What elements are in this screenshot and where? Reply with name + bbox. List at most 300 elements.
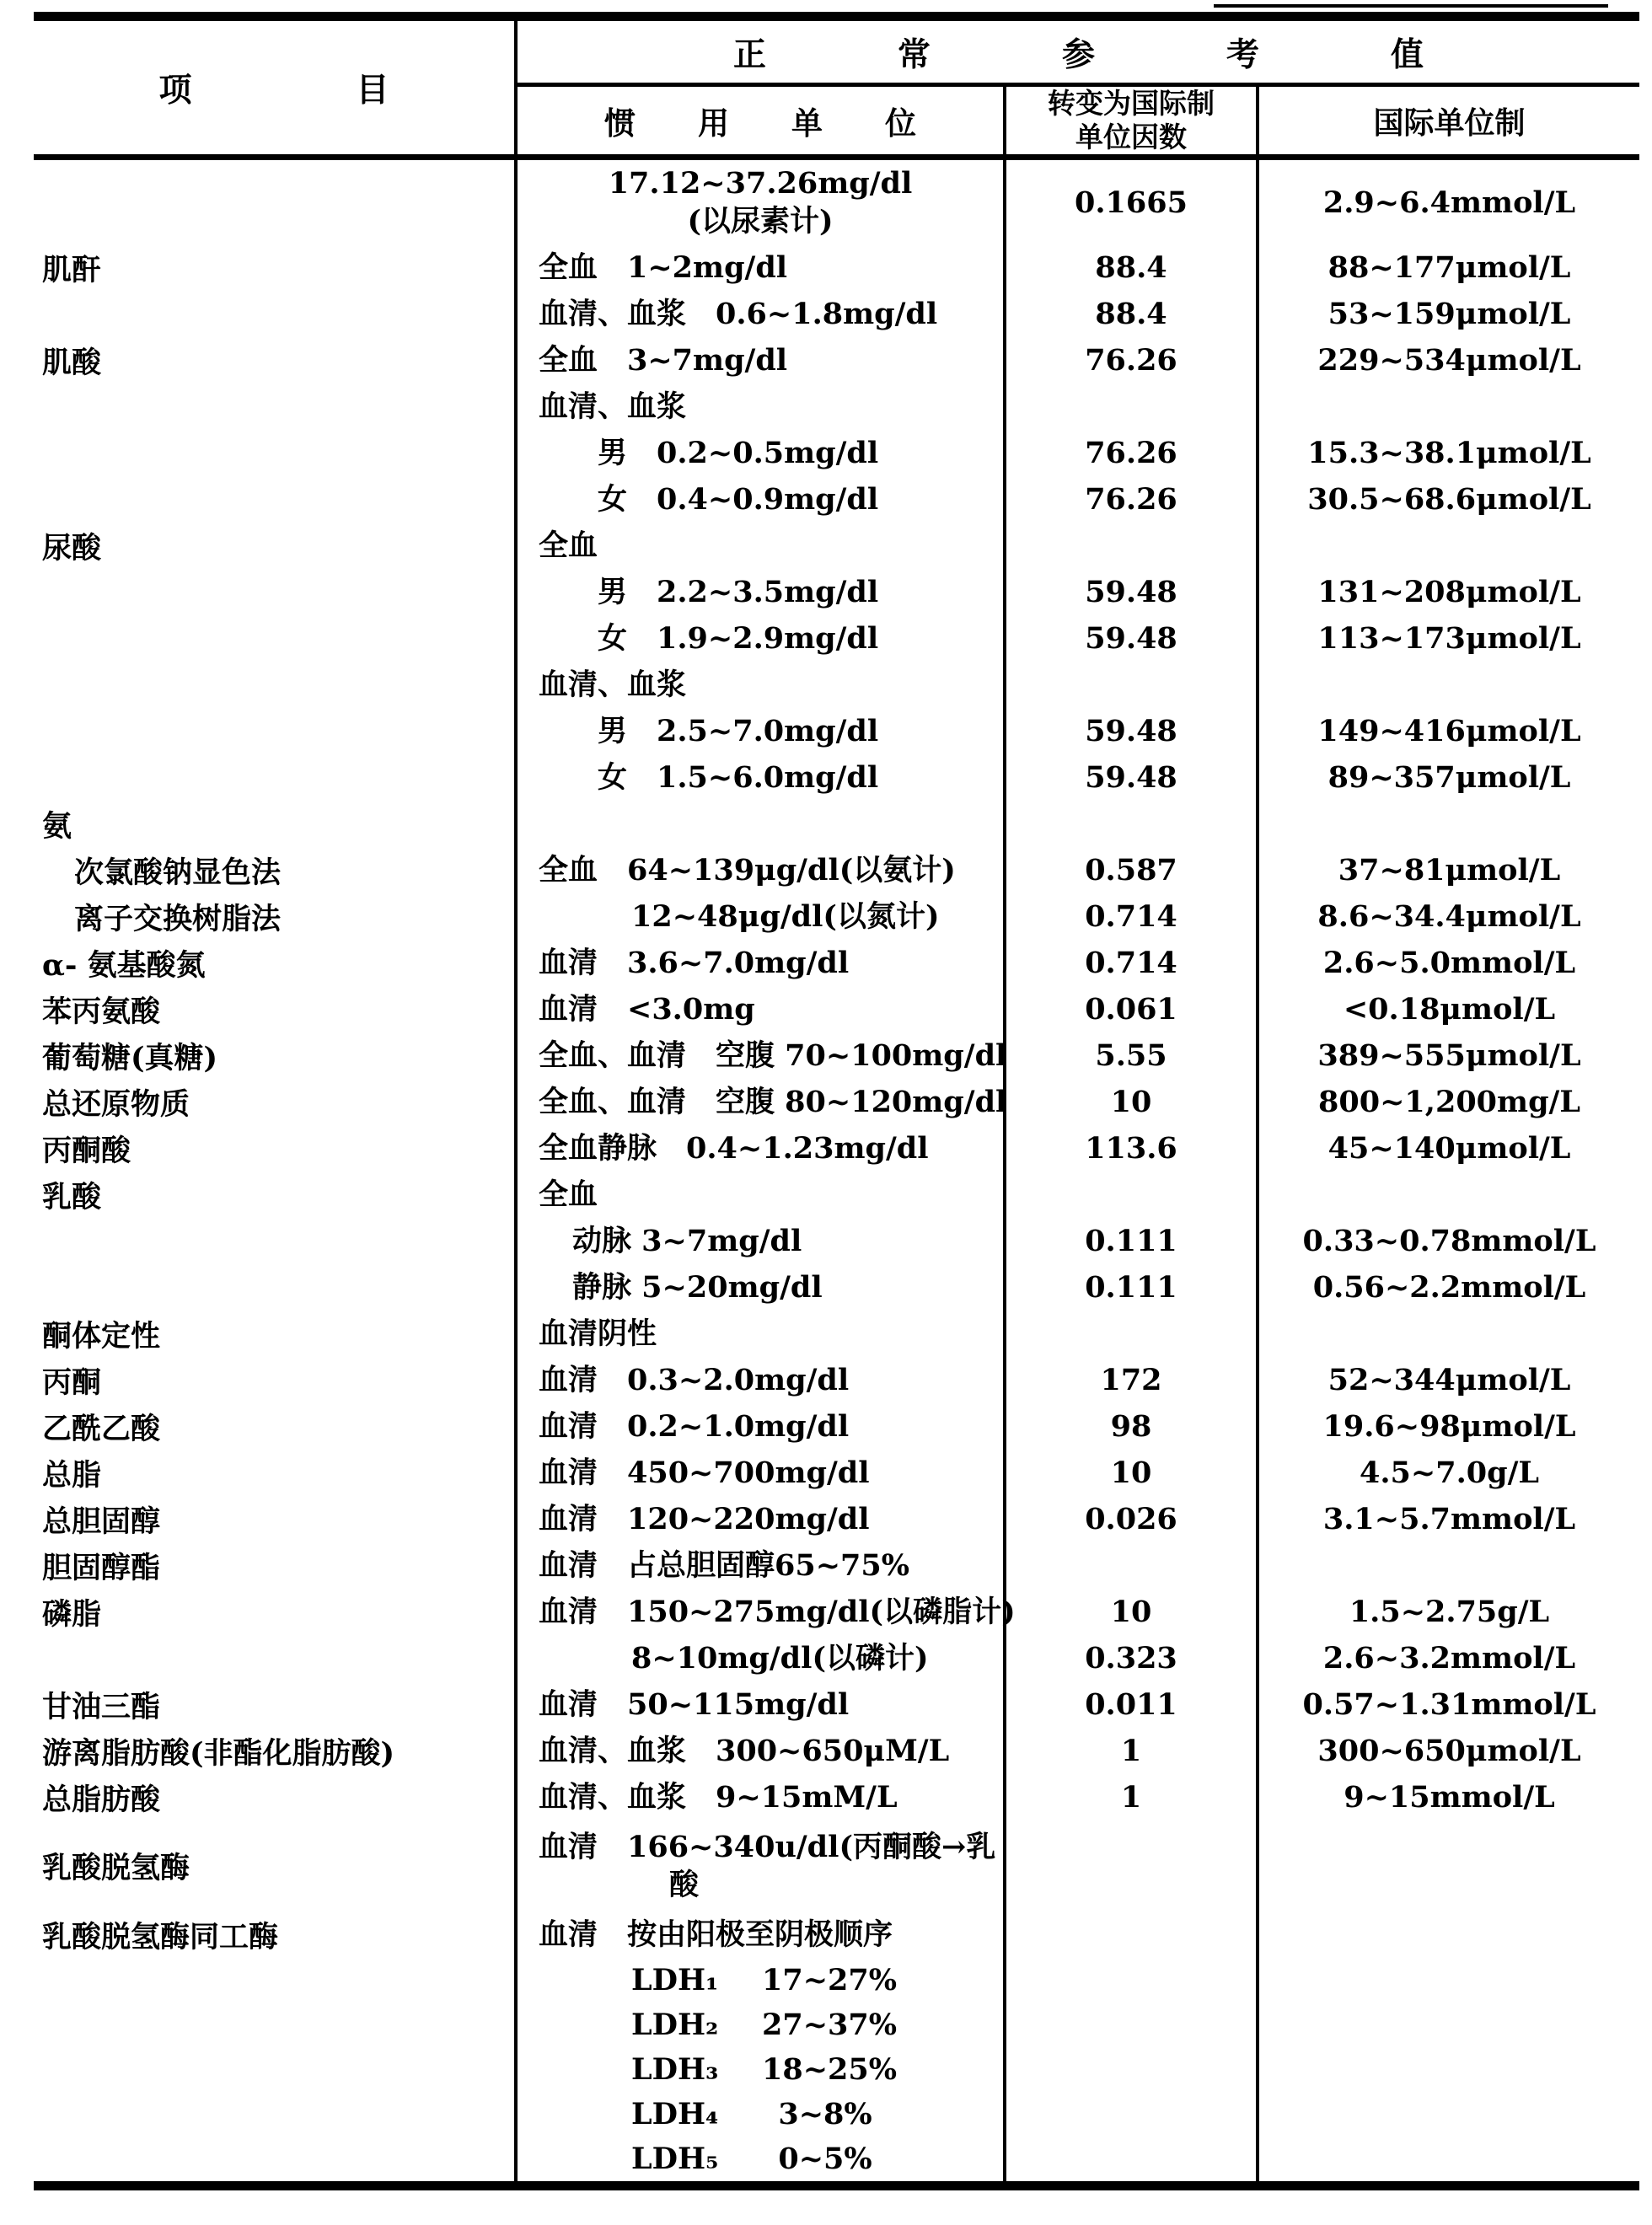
conventional-unit-value: 血清 166~340u/dl(丙酮酸→乳 [539,1830,996,1864]
conventional-unit-cell [514,1774,1003,1820]
si-unit-cell: 53~159μmol/L [1256,291,1639,337]
conventional-unit-value: 男 2.2~3.5mg/dl [598,574,879,609]
table-row [34,1311,1639,1357]
conventional-unit-cell [514,1357,1003,1403]
factor-cell [1003,1820,1256,1911]
factor-cell: 0.111 [1003,1218,1256,1264]
si-unit-cell [1256,662,1639,708]
conventional-unit-value: 8~10mg/dl(以磷计) [631,1640,929,1675]
table-row [34,430,1639,476]
item-cell [34,662,514,708]
item-cell [34,615,514,662]
table-row [34,940,1639,986]
table-bottom-rule [34,2181,1639,2190]
item-label: 总胆固醇 [42,1504,161,1539]
item-cell [34,1681,514,1728]
table-row [34,1681,1639,1728]
factor-cell: 76.26 [1003,337,1256,383]
item-cell [34,2002,514,2047]
conventional-unit-cell [514,940,1003,986]
si-unit-cell: 15.3~38.1μmol/L [1256,430,1639,476]
table-row [34,2092,1639,2137]
item-cell [34,1820,514,1911]
item-label: 丙酮 [42,1364,102,1400]
item-cell [34,1171,514,1218]
conventional-unit-cell [514,291,1003,337]
si-unit-cell [1256,2047,1639,2092]
conventional-unit-value: 全血 [539,1177,598,1212]
factor-cell: 59.48 [1003,708,1256,754]
si-unit-cell: 2.6~5.0mmol/L [1256,940,1639,986]
item-cell [34,244,514,291]
conventional-unit-value: 血清 3.6~7.0mg/dl [539,945,850,980]
item-cell [34,986,514,1032]
conventional-unit-note: (以尿素计) [687,204,834,239]
item-cell [34,940,514,986]
si-unit-cell: 0.56~2.2mmol/L [1256,1264,1639,1311]
factor-cell [1003,383,1256,430]
item-cell [34,1728,514,1774]
table-row [34,1820,1639,1911]
table-row [34,1450,1639,1496]
si-unit-cell: 131~208μmol/L [1256,569,1639,615]
conventional-unit-cell [514,2002,1003,2047]
conventional-unit-value: 男 0.2~0.5mg/dl [598,435,879,470]
factor-cell: 0.1665 [1003,160,1256,244]
item-cell [34,2092,514,2137]
conventional-unit-value: 血清 0.2~1.0mg/dl [539,1408,850,1444]
conventional-unit-value: 血清阴性 [539,1316,657,1351]
item-label: α- 氨基酸氮 [42,947,206,983]
si-unit-cell [1256,523,1639,569]
conventional-unit-cell [514,523,1003,569]
si-unit-cell: 113~173μmol/L [1256,615,1639,662]
si-unit-cell [1256,2002,1639,2047]
si-unit-cell: 300~650μmol/L [1256,1728,1639,1774]
item-cell [34,1079,514,1125]
si-unit-cell: 1.5~2.75g/L [1256,1589,1639,1635]
factor-cell: 59.48 [1003,569,1256,615]
table-row [34,615,1639,662]
table-row [34,708,1639,754]
item-cell [34,1403,514,1450]
table-row [34,476,1639,523]
conventional-unit-value: 女 0.4~0.9mg/dl [598,481,879,517]
table-top-rule [34,12,1639,21]
factor-cell: 59.48 [1003,754,1256,801]
conventional-unit-cell [514,1911,1003,1958]
conventional-unit-value: 血清 <3.0mg [539,991,755,1027]
conventional-unit-cell [514,801,1003,847]
item-label: 肌酸 [42,345,102,380]
conventional-unit-value: 女 1.9~2.9mg/dl [598,620,879,656]
conventional-unit-value: 血清、血浆 0.6~1.8mg/dl [539,296,938,331]
table-row [34,1357,1639,1403]
conventional-unit-wrap: 酸 [669,1868,700,1902]
si-unit-cell [1256,1311,1639,1357]
item-label: 丙酮酸 [42,1133,131,1168]
si-unit-cell [1256,1820,1639,1911]
conventional-unit-cell [514,2047,1003,2092]
factor-cell: 88.4 [1003,291,1256,337]
item-cell [34,523,514,569]
table-body [34,160,1639,2181]
conventional-unit-value: 血清 450~700mg/dl [539,1455,870,1490]
factor-cell: 10 [1003,1450,1256,1496]
item-cell [34,569,514,615]
si-unit-cell: 800~1,200mg/L [1256,1079,1639,1125]
conventional-unit-value: 全血 [539,528,598,563]
table-row [34,2047,1639,2092]
factor-cell [1003,2047,1256,2092]
conventional-unit-cell [514,1589,1016,1635]
ldh-isoenzyme-label: LDH₄ [631,2096,719,2131]
conventional-unit-cell [514,986,1003,1032]
item-cell [34,383,514,430]
ldh-isoenzyme-label: LDH₃ [631,2051,719,2087]
si-unit-cell: 0.57~1.31mmol/L [1256,1681,1639,1728]
conventional-unit-value: 全血 3~7mg/dl [539,342,788,378]
conventional-unit-value [518,1961,1003,2000]
header-subrow [518,87,1639,154]
conventional-unit-cell [514,615,1003,662]
header-conversion-factor-line1: 转变为国际制 [1048,87,1215,120]
si-unit-cell: 19.6~98μmol/L [1256,1403,1639,1450]
table-row [34,986,1639,1032]
conventional-unit-cell [514,1635,1003,1681]
table-row [34,337,1639,383]
factor-cell: 0.111 [1003,1264,1256,1311]
factor-cell [1003,1911,1256,1958]
conventional-unit-value: 血清、血浆 [539,389,687,424]
item-cell [34,754,514,801]
si-unit-cell: 89~357μmol/L [1256,754,1639,801]
header-bottom-rule [34,154,1639,160]
conventional-unit-cell [514,430,1003,476]
item-cell [34,1958,514,2002]
item-cell [34,1125,514,1171]
si-unit-cell: 229~534μmol/L [1256,337,1639,383]
item-cell [34,1496,514,1542]
item-cell [34,476,514,523]
table-row [34,244,1639,291]
conventional-unit-cell [514,847,1003,893]
si-unit-cell: 0.33~0.78mmol/L [1256,1218,1639,1264]
conventional-unit-value: 女 1.5~6.0mg/dl [598,759,879,795]
conventional-unit-value: 血清、血浆 9~15mM/L [539,1779,898,1815]
item-label: 乳酸脱氢酶同工酶 [42,1919,279,1954]
item-cell [34,2137,514,2181]
factor-cell [1003,2137,1256,2181]
item-cell [34,1589,514,1635]
table-row [34,847,1639,893]
item-cell [34,708,514,754]
table-row [34,893,1639,940]
ldh-isoenzyme-percent: 27~37% [762,2007,897,2042]
conventional-unit-cell [514,569,1003,615]
conventional-unit-value: 血清 0.3~2.0mg/dl [539,1362,850,1397]
conventional-unit-cell [514,1218,1003,1264]
conventional-unit-cell [514,383,1003,430]
si-unit-cell [1256,1958,1639,2002]
ldh-isoenzyme-label: LDH₁ [631,1962,719,1997]
table-row [34,160,1639,244]
si-unit-cell: 88~177μmol/L [1256,244,1639,291]
conventional-unit-value [518,2095,1003,2134]
conventional-unit-value: 17.12~37.26mg/dl [608,166,913,201]
conventional-unit-value [518,2051,1003,2089]
item-label: 胆固醇酯 [42,1550,161,1585]
factor-cell: 0.714 [1003,893,1256,940]
table-row [34,1958,1639,2002]
conventional-unit-cell [514,1496,1003,1542]
table-row [34,1589,1639,1635]
table-row [34,1728,1639,1774]
conventional-unit-cell [514,1403,1003,1450]
header-si-unit: 国际单位制 [1256,87,1639,154]
factor-cell: 10 [1003,1589,1256,1635]
conventional-unit-value: 男 2.5~7.0mg/dl [598,713,879,748]
conventional-unit-cell [514,1311,1003,1357]
item-cell [34,160,514,244]
item-cell [34,847,514,893]
si-unit-cell: 2.6~3.2mmol/L [1256,1635,1639,1681]
si-unit-cell [1256,801,1639,847]
si-unit-cell [1256,383,1639,430]
si-unit-cell [1256,2092,1639,2137]
conventional-unit-value: 血清 按由阳极至阴极顺序 [539,1917,893,1952]
si-unit-cell: 9~15mmol/L [1256,1774,1639,1820]
factor-cell: 1 [1003,1728,1256,1774]
table-row [34,1079,1639,1125]
conventional-unit-cell [514,1728,1003,1774]
item-label: 游离脂肪酸(非酯化脂肪酸) [42,1735,395,1771]
conventional-unit-cell [514,1450,1003,1496]
table-row [34,1542,1639,1589]
si-unit-cell: 3.1~5.7mmol/L [1256,1496,1639,1542]
conventional-unit-cell [514,337,1003,383]
conventional-unit-value: 全血 64~139μg/dl(以氨计) [539,852,956,887]
factor-cell: 76.26 [1003,430,1256,476]
table-row [34,1774,1639,1820]
table-row [34,1911,1639,1958]
conventional-unit-value: 全血静脉 0.4~1.23mg/dl [539,1130,929,1166]
conventional-unit-cell [514,1264,1003,1311]
ldh-isoenzyme-percent: 17~27% [762,1962,897,1997]
factor-cell: 88.4 [1003,244,1256,291]
item-cell [34,1635,514,1681]
item-cell [34,291,514,337]
item-label: 乳酸脱氢酶 [42,1851,190,1885]
header-conventional-unit: 惯 用 单 位 [604,105,916,142]
conventional-unit-cell [514,1542,1003,1589]
header-normal-reference-group [514,21,1639,154]
item-cell [34,1218,514,1264]
table-row [34,1635,1639,1681]
ldh-isoenzyme-label: LDH₂ [631,2007,719,2042]
si-unit-cell: 30.5~68.6μmol/L [1256,476,1639,523]
item-label: 乙酰乙酸 [42,1411,161,1446]
table-row [34,662,1639,708]
table-row [34,2002,1639,2047]
conventional-unit-cell [514,160,1003,244]
si-unit-cell: 389~555μmol/L [1256,1032,1639,1079]
conventional-unit-cell [514,1681,1003,1728]
conventional-unit-cell [514,2092,1003,2137]
item-cell [34,337,514,383]
table-row [34,1171,1639,1218]
conventional-unit-value: 血清、血浆 300~650μM/L [539,1733,950,1768]
factor-cell [1003,2002,1256,2047]
factor-cell [1003,662,1256,708]
factor-cell [1003,523,1256,569]
table-row [34,569,1639,615]
item-label: 总脂 [42,1457,102,1493]
item-label: 肌酐 [42,252,102,287]
factor-cell: 0.587 [1003,847,1256,893]
item-label: 乳酸 [42,1179,102,1214]
conventional-unit-cell [514,2137,1003,2181]
factor-cell [1003,2092,1256,2137]
table-row [34,754,1639,801]
item-label: 次氯酸钠显色法 [74,855,282,890]
conventional-unit-cell [514,708,1003,754]
table-row [34,1032,1639,1079]
si-unit-cell: 8.6~34.4μmol/L [1256,893,1639,940]
conventional-unit-cell [514,1125,1003,1171]
conventional-unit-value: 血清、血浆 [539,667,687,702]
item-label: 苯丙氨酸 [42,994,161,1029]
item-label: 甘油三酯 [42,1689,161,1724]
conventional-unit-value: 血清 占总胆固醇65~75% [539,1547,909,1583]
header-conversion-factor-line2: 单位因数 [1075,121,1187,153]
factor-cell [1003,1542,1256,1589]
item-label: 磷脂 [42,1596,102,1632]
header-normal-reference: 正 常 参 考 值 [732,35,1424,74]
factor-cell: 172 [1003,1357,1256,1403]
si-unit-cell [1256,2137,1639,2181]
conventional-unit-value: 血清 120~220mg/dl [539,1501,870,1536]
conventional-unit-cell [514,662,1003,708]
si-unit-cell: 2.9~6.4mmol/L [1256,160,1639,244]
factor-cell: 0.026 [1003,1496,1256,1542]
table-row [34,1496,1639,1542]
item-cell [34,1264,514,1311]
item-label: 葡萄糖(真糖) [42,1040,218,1075]
table-row [34,1403,1639,1450]
item-cell [34,2047,514,2092]
factor-cell: 113.6 [1003,1125,1256,1171]
factor-cell [1003,801,1256,847]
si-unit-cell: 37~81μmol/L [1256,847,1639,893]
factor-cell: 10 [1003,1079,1256,1125]
factor-cell [1003,1311,1256,1357]
item-cell [34,1774,514,1820]
item-label: 离子交换树脂法 [74,901,282,936]
factor-cell: 98 [1003,1403,1256,1450]
item-label: 总脂肪酸 [42,1782,161,1817]
table-row [34,1264,1639,1311]
item-cell [34,893,514,940]
factor-cell: 0.714 [1003,940,1256,986]
conventional-unit-cell [514,1032,1007,1079]
conventional-unit-value: 动脉 3~7mg/dl [572,1223,802,1258]
table-header [34,21,1639,154]
si-unit-cell [1256,1911,1639,1958]
table-row [34,383,1639,430]
top-rule-artifact [1214,4,1608,8]
conventional-unit-cell [514,1820,1003,1911]
factor-cell: 1 [1003,1774,1256,1820]
si-unit-cell: 4.5~7.0g/L [1256,1450,1639,1496]
conventional-unit-cell [514,476,1003,523]
table-row [34,801,1639,847]
si-unit-cell [1256,1542,1639,1589]
table-row [34,291,1639,337]
si-unit-cell: <0.18μmol/L [1256,986,1639,1032]
item-label: 氨 [42,808,72,844]
conventional-unit-value: 全血 1~2mg/dl [539,249,788,285]
item-cell [34,1357,514,1403]
conventional-unit-cell [514,754,1003,801]
factor-cell [1003,1958,1256,2002]
item-label: 总还原物质 [42,1086,190,1122]
conventional-unit-value [518,2140,1003,2179]
conventional-unit-cell [514,1079,1007,1125]
ldh-isoenzyme-percent: 18~25% [762,2051,897,2087]
conventional-unit-value: 血清 50~115mg/dl [539,1686,850,1722]
factor-cell: 5.55 [1003,1032,1256,1079]
reference-value-table [34,21,1639,2190]
table-row [34,1125,1639,1171]
item-cell [34,1542,514,1589]
factor-cell: 59.48 [1003,615,1256,662]
header-item-column: 项 目 [158,71,389,110]
item-cell [34,1032,514,1079]
conventional-unit-cell [514,1171,1003,1218]
si-unit-cell: 45~140μmol/L [1256,1125,1639,1171]
table-row [34,2137,1639,2181]
conventional-unit-cell [514,893,1003,940]
item-label: 尿酸 [42,530,102,566]
factor-cell: 0.323 [1003,1635,1256,1681]
factor-cell: 76.26 [1003,476,1256,523]
factor-cell: 0.011 [1003,1681,1256,1728]
item-cell [34,1450,514,1496]
conventional-unit-value: 12~48μg/dl(以氮计) [631,898,940,934]
item-cell [34,801,514,847]
si-unit-cell: 52~344μmol/L [1256,1357,1639,1403]
factor-cell: 0.061 [1003,986,1256,1032]
conventional-unit-value: 静脉 5~20mg/dl [572,1269,823,1305]
conventional-unit-cell [514,1958,1003,2002]
item-cell [34,1911,514,1958]
conventional-unit-value: 全血、血清 空腹 70~100mg/dl [539,1037,1007,1073]
ldh-isoenzyme-percent: 3~8% [778,2096,872,2131]
item-label: 酮体定性 [42,1318,161,1354]
table-row [34,523,1639,569]
ldh-isoenzyme-percent: 0~5% [778,2141,872,2176]
conventional-unit-value: 全血、血清 空腹 80~120mg/dl [539,1084,1007,1119]
header-conversion-factor [1003,87,1256,154]
conventional-unit-value: 血清 150~275mg/dl(以磷脂计) [539,1594,1016,1629]
ldh-isoenzyme-label: LDH₅ [631,2141,719,2176]
factor-cell [1003,1171,1256,1218]
conventional-unit-cell [514,244,1003,291]
table-row [34,1218,1639,1264]
conventional-unit-value [518,2006,1003,2045]
si-unit-cell: 149~416μmol/L [1256,708,1639,754]
